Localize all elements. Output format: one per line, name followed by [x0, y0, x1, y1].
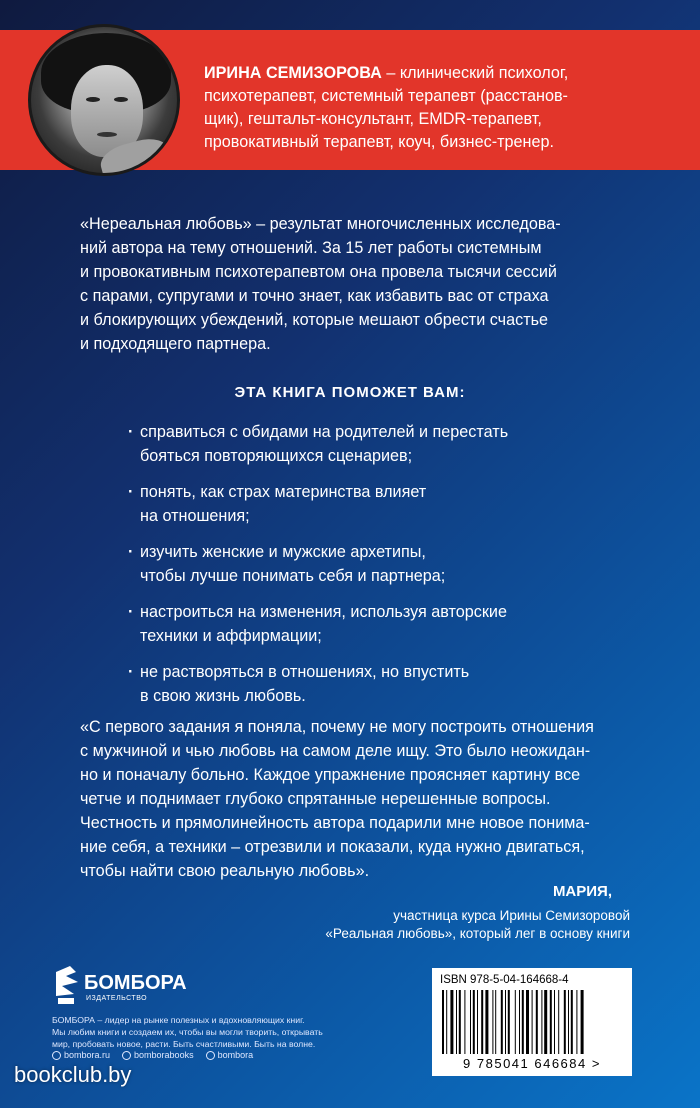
globe-icon [52, 1051, 61, 1060]
helps-title: ЭТА КНИГА ПОМОЖЕТ ВАМ: [234, 384, 466, 401]
author-bio-line: щик), гештальт-консультант, EMDR-терапевт, [204, 110, 542, 128]
quote-line: с мужчиной и чью любовь на самом деле ищу. Это было неожидан- [80, 742, 591, 760]
testimonial-quote [80, 715, 640, 883]
publisher-logo-name: БОМБОРА [84, 972, 187, 994]
quote-line: ние себя, а техники – отрезвили и показали, куда нужно двигаться, [80, 838, 585, 856]
barcode [432, 968, 632, 1076]
author-bio-line: психотерапевт, системный терапевт (расстанов- [204, 87, 568, 105]
publisher-logo [52, 962, 192, 1008]
bomb-icon [56, 966, 78, 1004]
quote-line: но и поначалу больно. Каждое упражнение проясняет картину все [80, 766, 581, 784]
social-website[interactable]: bombora.ru [52, 1050, 110, 1060]
vk-icon [122, 1051, 131, 1060]
signature-name: МАРИЯ, [552, 883, 612, 900]
intro-line: «Нереальная любовь» – результат многочисленных исследова- [80, 215, 561, 233]
intro-line: и подходящего партнера. [80, 335, 271, 353]
author-bio-line: – клинический психолог, [381, 64, 569, 82]
helps-list [128, 420, 608, 720]
telegram-icon [206, 1051, 215, 1060]
author-bio [204, 62, 674, 154]
barcode-bars [440, 990, 624, 1054]
signature-line: участница курса Ирины Семизоровой [393, 908, 630, 923]
author-bio-line: провокативный терапевт, коуч, бизнес-тренер. [204, 133, 554, 151]
list-item: · настроиться на изменения, используя авторские техники и аффирмации; [128, 600, 608, 648]
list-item: · изучить женские и мужские архетипы, чтобы лучше понимать себя и партнера; [128, 540, 608, 588]
author-name: ИРИНА СЕМИЗОРОВА [204, 64, 382, 82]
isbn-number: 9 785041 646684 > [463, 1056, 601, 1071]
intro-line: с парами, супругами и точно знает, как избавить вас от страха [80, 287, 549, 305]
intro-paragraph [80, 212, 640, 356]
social-telegram[interactable]: bombora [206, 1050, 254, 1060]
publisher-logo-sub: ИЗДАТЕЛЬСТВО [86, 995, 148, 1002]
intro-line: и провокативным психотерапевтом она провела тысячи сессий [80, 263, 557, 281]
list-item: · понять, как страх материнства влияет на отношения; [128, 480, 608, 528]
quote-line: Честность и прямолинейность автора подарили мне новое понима- [80, 814, 590, 832]
social-vk[interactable]: bomborabooks [122, 1050, 194, 1060]
publisher-socials [52, 1050, 392, 1060]
isbn-label: ISBN 978-5-04-164668-4 [440, 974, 569, 986]
quote-line: четче и поднимает глубоко спрятанные нерешенные вопросы. [80, 790, 551, 808]
list-item: · не растворяться в отношениях, но впустить в свою жизнь любовь. [128, 660, 608, 708]
watermark: bookclub.by [14, 1062, 132, 1087]
intro-line: ний автора на тему отношений. За 15 лет работы системным [80, 239, 542, 257]
intro-line: и блокирующих убеждений, которые мешают обрести счастье [80, 311, 549, 329]
list-item: · справиться с обидами на родителей и перестать бояться повторяющихся сценариев; [128, 420, 608, 468]
signature-line: «Реальная любовь», который лег в основу книги [325, 926, 630, 941]
publisher-text: БОМБОРА – лидер на рынке полезных и вдохновляющих книг. Мы любим книги и создаем их, чтобы вы могли творить, открывать мир, пробовать новое, расти. Быть счастливыми. Быть на волне. [52, 1015, 323, 1049]
quote-line: чтобы найти свою реальную любовь». [80, 862, 370, 880]
quote-line: «С первого задания я поняла, почему не могу построить отношения [80, 718, 594, 736]
author-portrait [28, 24, 180, 176]
